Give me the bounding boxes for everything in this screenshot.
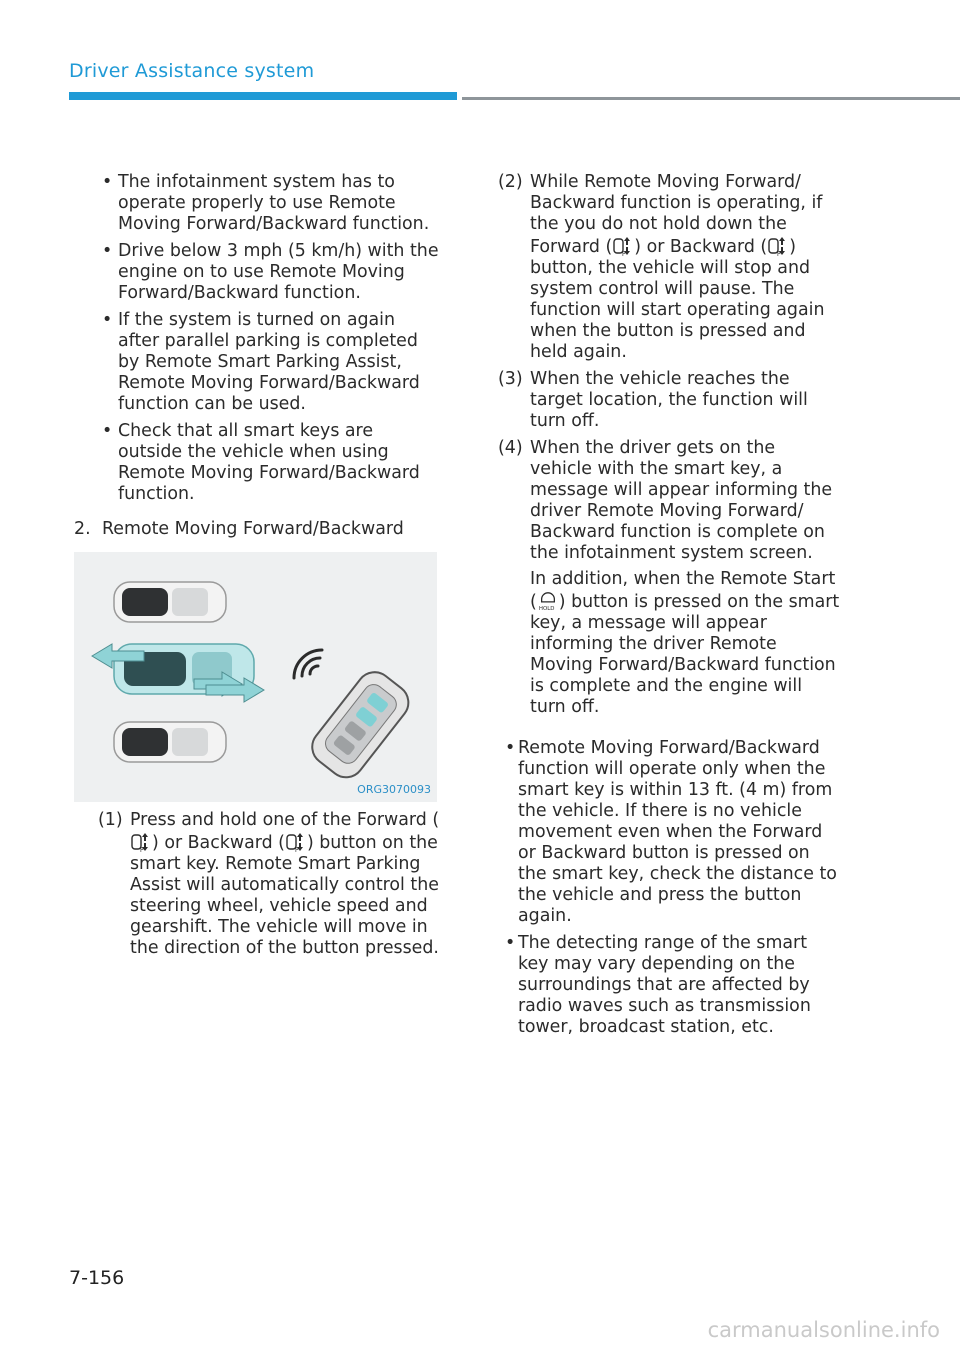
bullet-item: • Check that all smart keys are outside the vehicle when using Remote Moving Forward/Backward function. [74,421,440,505]
step-paragraph [530,569,841,718]
spacer [496,724,841,738]
remote-forward-backward-icon [768,235,788,257]
section-header-title: Driver Assistance system [69,60,315,82]
step-item [496,438,841,718]
remote-forward-backward-icon [613,235,633,257]
smart-key-icon [305,665,416,785]
step-text: When the driver gets on the vehicle with the smart key, a message will appear informing the driver Remote Moving Forward/ Backward function is complete on the infotainment system screen. [530,438,833,563]
step-text: When the vehicle reaches the target location, the function will turn off. [530,369,808,431]
svg-text:P: P [622,251,626,257]
step-text: ) or Backward ( [152,833,285,853]
step-text: ) button, the vehicle will stop and system control will pause. The function will start operating again when the button is pressed and held again. [530,237,825,362]
watermark: carmanualsonline.info [707,1318,940,1342]
svg-text:P: P [140,847,144,853]
step-number: (3) [498,369,523,389]
step-item [74,810,440,959]
parked-car-top [114,582,226,622]
step-number: (1) [98,810,123,830]
bullet-item: • If the system is turned on again after parallel parking is completed by Remote Smart Parking Assist, Remote Moving Forward/Backward function can be used. [74,310,440,415]
step-item [496,369,841,432]
remote-parking-illustration [74,552,437,802]
signal-waves-icon [294,650,322,678]
step-text: While Remote Moving Forward/ Backward function is operating, if the you do not hold down the Forward ( [530,172,823,257]
moving-car [92,644,264,702]
svg-text:P: P [294,847,299,853]
step-text: In addition, when the Remote Start ( [530,569,836,612]
header-accent-bar [69,92,457,100]
step-number: (4) [498,438,523,458]
header-rule [462,97,960,100]
figure-code: ORG3070093 [357,783,431,796]
hold-label: HOLD [538,606,555,612]
section-heading [74,519,440,540]
svg-text:P: P [777,251,781,257]
bullet-item: • Remote Moving Forward/Backward function will operate only when the smart key is within 13 ft. (4 m) from the vehicle. If there is no vehicle movement even when the Forward or Backward button is pressed on the smart key, check the distance to the vehicle and press the button again. [496,738,841,927]
section-title: Remote Moving Forward/Backward [102,519,404,539]
parked-car-bottom [114,722,226,762]
page-number: 7-156 [69,1267,125,1289]
illustration-figure [74,552,437,802]
step-text: ) button is pressed on the smart key, a message will appear informing the driver Remote Moving Forward/Backward function is complete and the engine will turn off. [530,592,840,717]
step-text: Press and hold one of the Forward ( [130,810,440,830]
bullet-item: • Drive below 3 mph (5 km/h) with the engine on to use Remote Moving Forward/Backward function. [74,241,440,304]
remote-forward-backward-icon [286,831,306,853]
step-item [496,172,841,363]
bullet-item: • The infotainment system has to operate properly to use Remote Moving Forward/Backward function. [74,172,440,235]
step-text: ) or Backward ( [634,237,768,257]
step-text: ) button on the smart key. Remote Smart Parking Assist will automatically control the steering wheel, vehicle speed and gearshift. The vehicle will move in the direction of the button pressed. [130,833,439,958]
left-column [74,172,440,965]
bullet-item: • The detecting range of the smart key may vary depending on the surroundings that are affected by radio waves such as transmission tower, broadcast station, etc. [496,933,841,1038]
right-column [496,172,841,1044]
remote-start-hold-icon [538,590,558,612]
step-number: (2) [498,172,523,192]
remote-forward-backward-icon [131,831,151,853]
section-number: 2. [74,519,91,539]
